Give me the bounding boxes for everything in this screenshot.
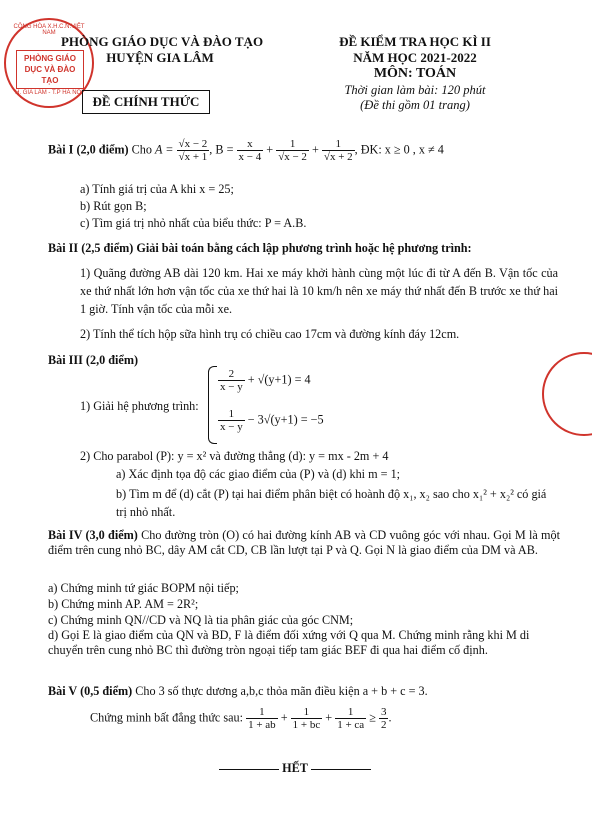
system-brace (208, 366, 217, 444)
end-dash-left (219, 769, 279, 770)
expr-b-term2 (276, 138, 309, 163)
b-t3-den: √x + 2 (323, 151, 353, 163)
bai3-q2b: b) Tìm m để (d) cắt (P) tại hai điểm phân biệt có hoành độ x₁, x₂ sao cho x₁² + x₂² có giá trị nhỏ nhất. (116, 487, 547, 519)
eq2-rest: − 3√(y+1) = −5 (247, 412, 324, 427)
bai3-q2a: a) Xác định tọa độ các giao điểm của (P) và (d) khi m = 1; (116, 467, 401, 481)
f1-num: 1 (246, 706, 278, 719)
rhs-den: 2 (380, 719, 387, 731)
end-marker (200, 760, 390, 776)
bai4-b: b) Chứng minh AP. AM = 2R²; (48, 597, 199, 611)
exam-title: ĐỀ KIỂM TRA HỌC KÌ II (339, 34, 491, 49)
f3-num: 1 (335, 706, 366, 719)
expr-a-num: √x − 2 (178, 138, 208, 150)
expr-b-term1 (237, 138, 264, 163)
bai5-prove: Chứng minh bất đẳng thức sau: (90, 710, 244, 725)
bai1-title: Bài I (2,0 điểm) (48, 142, 129, 157)
b-t1-den: x − 4 (238, 151, 262, 163)
stamp-center-text: PHÒNG GIÁO DỤC VÀ ĐÀO TẠO (16, 50, 84, 89)
eq1-num: 2 (218, 368, 245, 381)
bai3-q2: 2) Cho parabol (P): y = x² và đường thẳng (d): y = mx - 2m + 4 (80, 449, 389, 463)
eq2-den: x − y (220, 421, 243, 433)
official-label: ĐỀ CHÍNH THỨC (82, 90, 210, 114)
bai1-statement: Bài I (2,0 điểm) Cho A = $\frac{√x - 2}{√x + 1}$ , B = $\frac{x}{x - 4}$ + $\frac{1}{√x - 2}$ + $\frac{1}{√x + 2}$ , ĐK: x ≥ 0 , x ≠ 4 (48, 138, 444, 163)
bai4-title: Bài IV (3,0 điểm) (48, 528, 138, 542)
expr-a-label: A = (155, 142, 174, 157)
expr-a (177, 138, 210, 163)
bai3-title: Bài III (2,0 điểm) (48, 353, 139, 367)
eq2-num: 1 (218, 408, 245, 421)
eq1-rest: + √(y+1) = 4 (247, 372, 311, 387)
bai5-intro: Cho 3 số thực dương a,b,c thỏa mãn điều kiện a + b + c = 3. (135, 684, 428, 698)
subject: MÔN: TOÁN (373, 66, 457, 81)
f3-den: 1 + ca (337, 719, 365, 731)
system-eq2 (218, 408, 324, 433)
expr-a-den: √x + 1 (178, 151, 208, 163)
dept-name: PHÒNG GIÁO DỤC VÀ ĐÀO TẠO (60, 34, 264, 49)
ineq-f2 (291, 706, 323, 731)
eq2-frac (218, 408, 245, 433)
bai4-a: a) Chứng minh tứ giác BOPM nội tiếp; (48, 581, 239, 595)
expr-b-term3 (322, 138, 355, 163)
b-t3-num: 1 (322, 138, 355, 151)
time-limit: Thời gian làm bài: 120 phút (344, 83, 486, 97)
bai2-p2: 2) Tính thể tích hộp sữa hình trụ có chiều cao 17cm và đường kính đáy 12cm. (80, 327, 460, 341)
ineq-f1 (246, 706, 278, 731)
end-text: HẾT (282, 761, 308, 775)
stamp-top-text: CỘNG HÒA X.H.C.N.VIỆT NAM (13, 24, 85, 36)
bai5-inequality: Chứng minh bất đẳng thức sau: $\frac{1}{1 + ab}$ + $\frac{1}{1 + bc}$ + $\frac{1}{1 + ca}$ ≥ $\frac{3}{2}$ . (90, 706, 392, 731)
f2-num: 1 (291, 706, 323, 719)
side-stamp (542, 352, 592, 436)
bai4-c: c) Chứng minh QN//CD và NQ là tia phân giác của góc CNM; (48, 613, 354, 627)
expr-b-label: , B = (209, 142, 234, 157)
f1-den: 1 + ab (248, 719, 276, 731)
bai5-title: Bài V (0,5 điểm) (48, 684, 133, 698)
b-t2-num: 1 (276, 138, 309, 151)
page-count: (Đề thi gồm 01 trang) (360, 98, 470, 112)
bai2-title: Bài II (2,5 điểm) Giải bài toán bằng cách lập phương trình hoặc hệ phương trình: (48, 241, 472, 255)
system-eq1 (218, 368, 311, 393)
bai4-intro: Cho đường tròn (O) có hai đường kính AB và CD vuông góc với nhau. Gọi M là một điểm trên cung nhỏ BC, dây AM cắt CD, CB lần lượt tại P và Q. Gọi N là giao điểm của DM và AB. (48, 528, 560, 557)
bai1-b: b) Rút gọn B; (80, 199, 147, 213)
bai1-condition: , ĐK: x ≥ 0 , x ≠ 4 (354, 142, 444, 157)
b-t2-den: √x − 2 (278, 151, 307, 163)
bai1-a: a) Tính giá trị của A khi x = 25; (80, 182, 234, 196)
eq1-den: x − y (220, 381, 243, 393)
ineq-ge: ≥ (369, 710, 376, 725)
bai1-intro: Cho (131, 142, 152, 157)
f2-den: 1 + bc (292, 719, 321, 731)
ineq-end: . (388, 710, 392, 725)
ineq-f3 (335, 706, 366, 731)
district-name: HUYỆN GIA LÂM (106, 50, 214, 65)
end-dash-right (311, 769, 371, 770)
stamp-bottom-text: H. GIA LÂM - T.P HÀ NỘI (15, 90, 83, 96)
bai4-statement (48, 528, 560, 558)
b-t1-num: x (237, 138, 264, 151)
bai3-q1: 1) Giải hệ phương trình: (80, 399, 199, 413)
rhs-num: 3 (380, 706, 387, 718)
bai5-statement (48, 683, 428, 699)
school-year: NĂM HỌC 2021-2022 (353, 50, 477, 65)
eq1-frac (218, 368, 245, 393)
bai4-d: d) Gọi E là giao điểm của QN và BD, F là điểm đối xứng với Q qua M. Chứng minh rằng khi M di chuyển trên cung nhỏ BC thì đường tròn ngoại tiếp tam giác BEF đi qua hai điểm cố định. (48, 628, 530, 657)
bai2-p1: 1) Quãng đường AB dài 120 km. Hai xe máy khởi hành cùng một lúc đi từ A đến B. Vận tốc của xe thứ nhất lớn hơn vận tốc của xe thứ hai là 10 km/h nên xe máy thứ nhất đến B trước xe thứ hai 1 giờ. Tính vận tốc của mỗi xe. (80, 266, 558, 316)
bai1-c: c) Tìm giá trị nhỏ nhất của biểu thức: P = A.B. (80, 216, 307, 230)
